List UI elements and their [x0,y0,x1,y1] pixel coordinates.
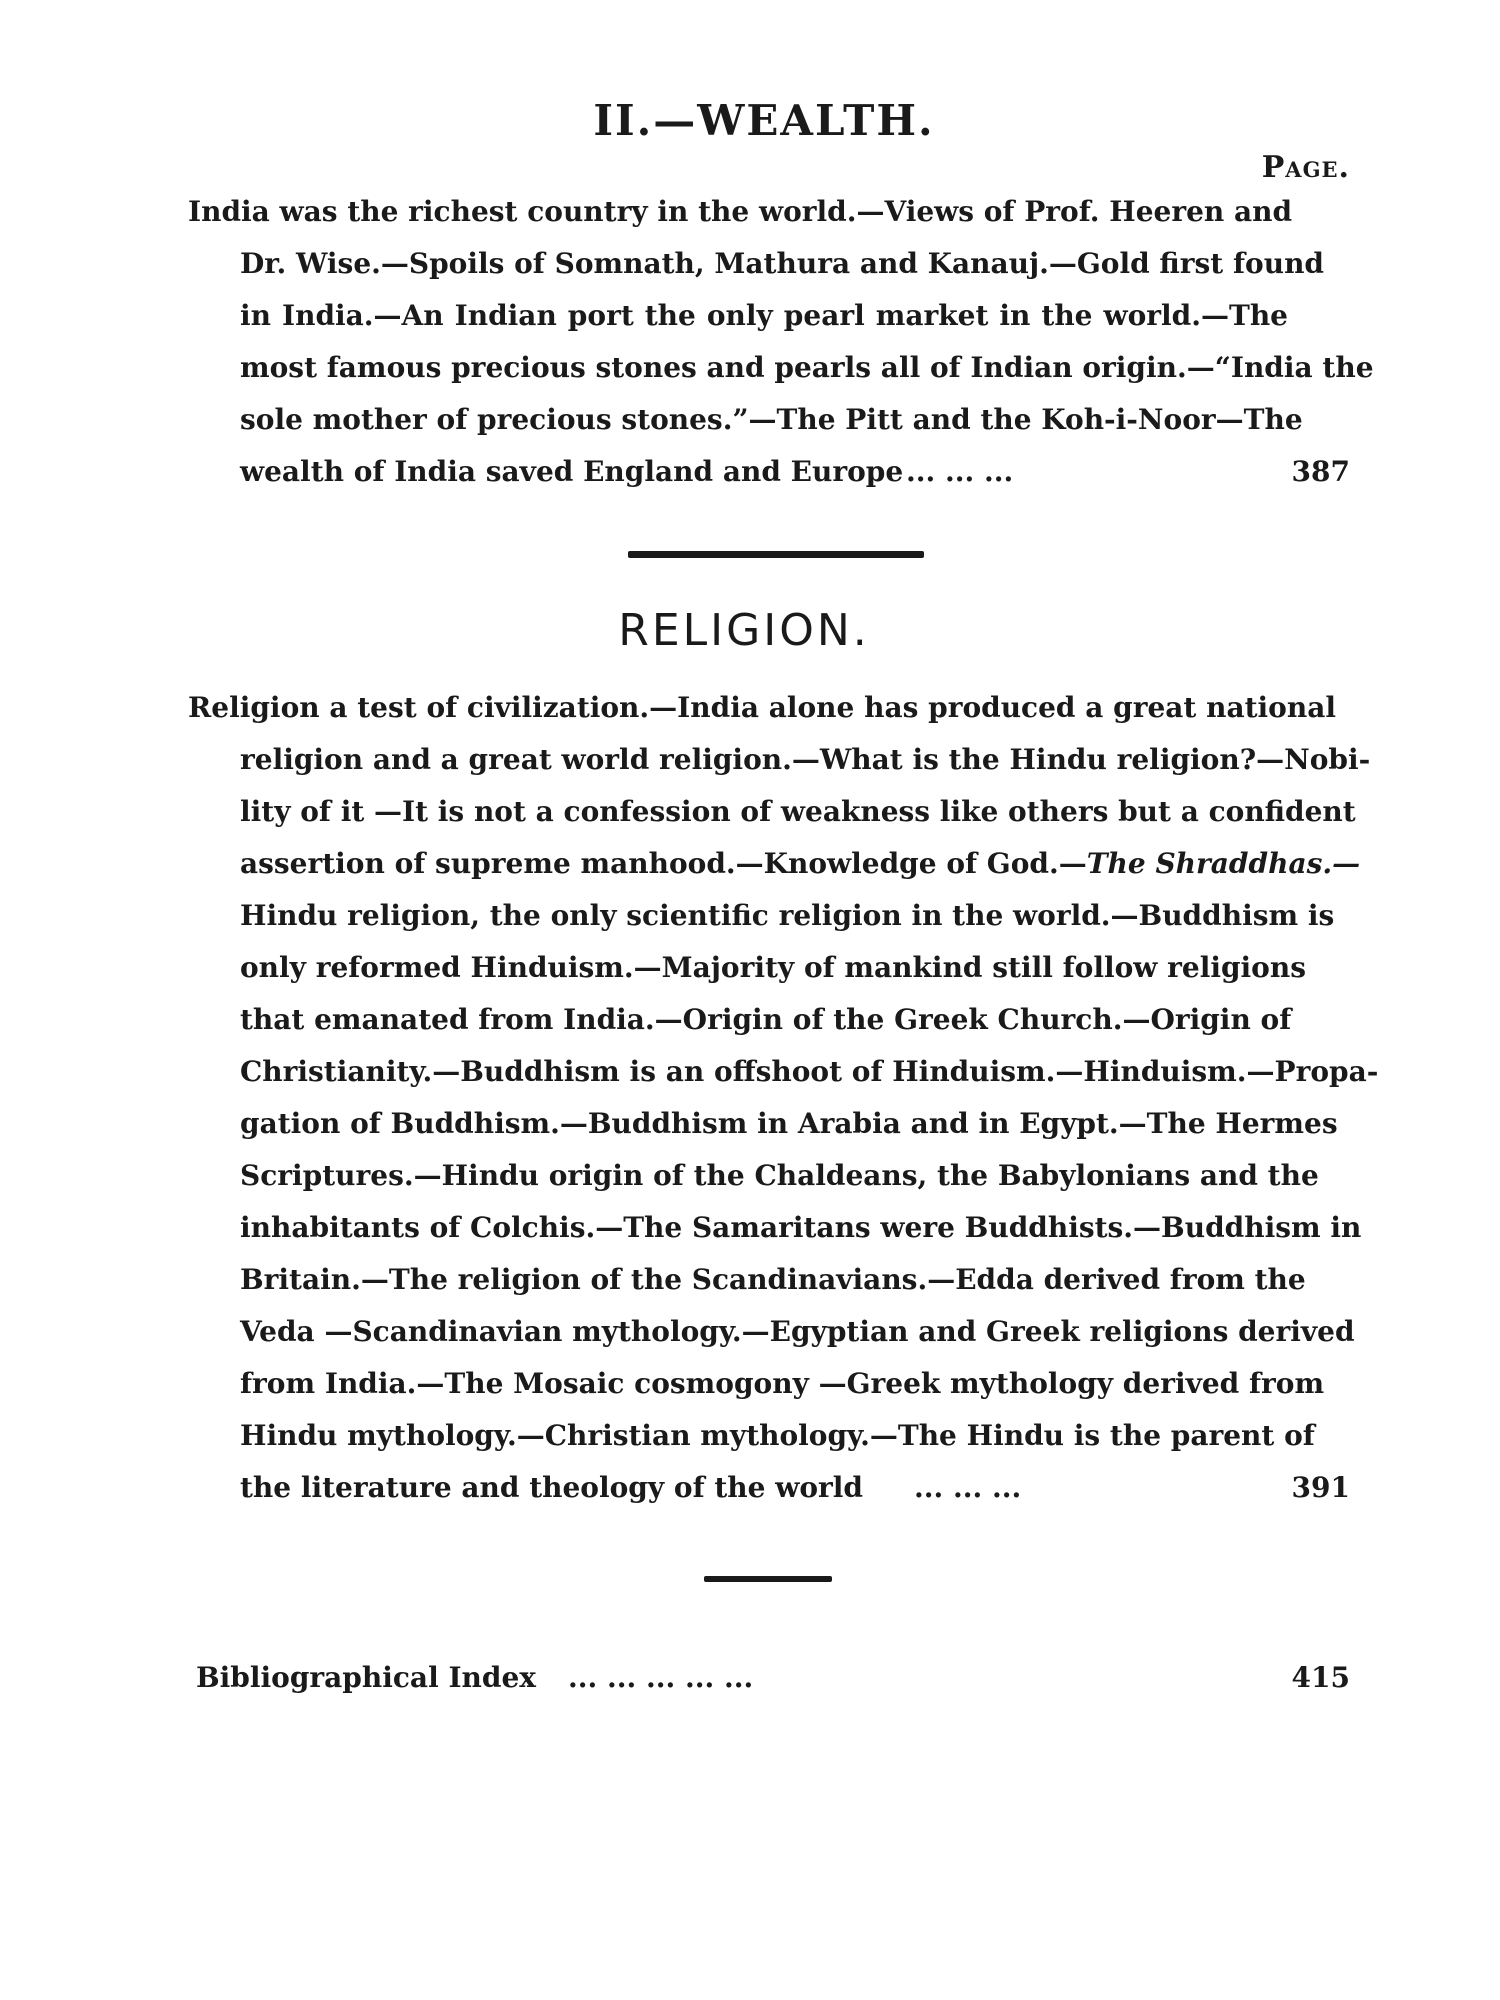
bibliography-label: Bibliographical Index [196,1661,536,1694]
wealth-heading: II.—WEALTH. [593,96,935,145]
religion-line-4-text: assertion of supreme manhood.—Knowledge of God.— [240,847,1087,880]
religion-line-2: religion and a great world religion.—What is the Hindu religion?—Nobi- [240,743,1371,776]
religion-line-12: Britain.—The religion of the Scandinavians.—Edda derived from the [240,1263,1306,1296]
wealth-line-6: wealth of India saved England and Europe [240,455,904,488]
religion-line-13: Veda —Scandinavian mythology.—Egyptian and Greek religions derived [240,1315,1355,1348]
religion-line-4 [240,844,1361,884]
shraddhas-italic-phrase: The Shraddhas.— [1086,847,1361,880]
religion-page-number: 391 [1291,1471,1350,1504]
religion-line-8: Christianity.—Buddhism is an offshoot of Hinduism.—Hinduism.—Propa- [240,1055,1379,1088]
religion-line-14: from India.—The Mosaic cosmogony —Greek mythology derived from [240,1367,1325,1400]
religion-line-16: the literature and theology of the world [240,1471,863,1504]
wealth-line-3: in India.—An Indian port the only pearl market in the world.—The [240,299,1288,332]
religion-line-7: that emanated from India.—Origin of the Greek Church.—Origin of [240,1003,1292,1036]
bibliography-page-number: 415 [1291,1661,1350,1694]
religion-line-11: inhabitants of Colchis.—The Samaritans were Buddhists.—Buddhism in [240,1211,1362,1244]
religion-heading: RELIGION. [618,605,870,656]
religion-line-6: only reformed Hinduism.—Majority of mankind still follow religions [240,951,1306,984]
wealth-leaders: ... ... ... [906,455,1014,488]
religion-line-1: Religion a test of civilization.—India alone has produced a great national [188,691,1336,724]
wealth-page-number: 387 [1291,455,1350,488]
religion-line-3: lity of it —It is not a confession of weakness like others but a confident [240,795,1356,828]
wealth-line-2: Dr. Wise.—Spoils of Somnath, Mathura and Kanauj.—Gold first found [240,247,1325,280]
page-column-label: Page. [1261,150,1350,185]
religion-line-9: gation of Buddhism.—Buddhism in Arabia and in Egypt.—The Hermes [240,1107,1338,1140]
section-divider-rule [628,551,924,558]
bibliography-leaders: ... ... ... ... ... [568,1661,754,1694]
wealth-line-5: sole mother of precious stones.”—The Pitt and the Koh-i-Noor—The [240,403,1303,436]
religion-leaders: ... ... ... [914,1471,1022,1504]
religion-line-10: Scriptures.—Hindu origin of the Chaldeans, the Babylonians and the [240,1159,1319,1192]
wealth-line-1: India was the richest country in the world.—Views of Prof. Heeren and [188,195,1293,228]
wealth-line-4: most famous precious stones and pearls all of Indian origin.—“India the [240,351,1374,384]
section-divider-rule-short [704,1576,832,1582]
religion-line-15: Hindu mythology.—Christian mythology.—The Hindu is the parent of [240,1419,1315,1452]
religion-line-5: Hindu religion, the only scientific religion in the world.—Buddhism is [240,899,1335,932]
